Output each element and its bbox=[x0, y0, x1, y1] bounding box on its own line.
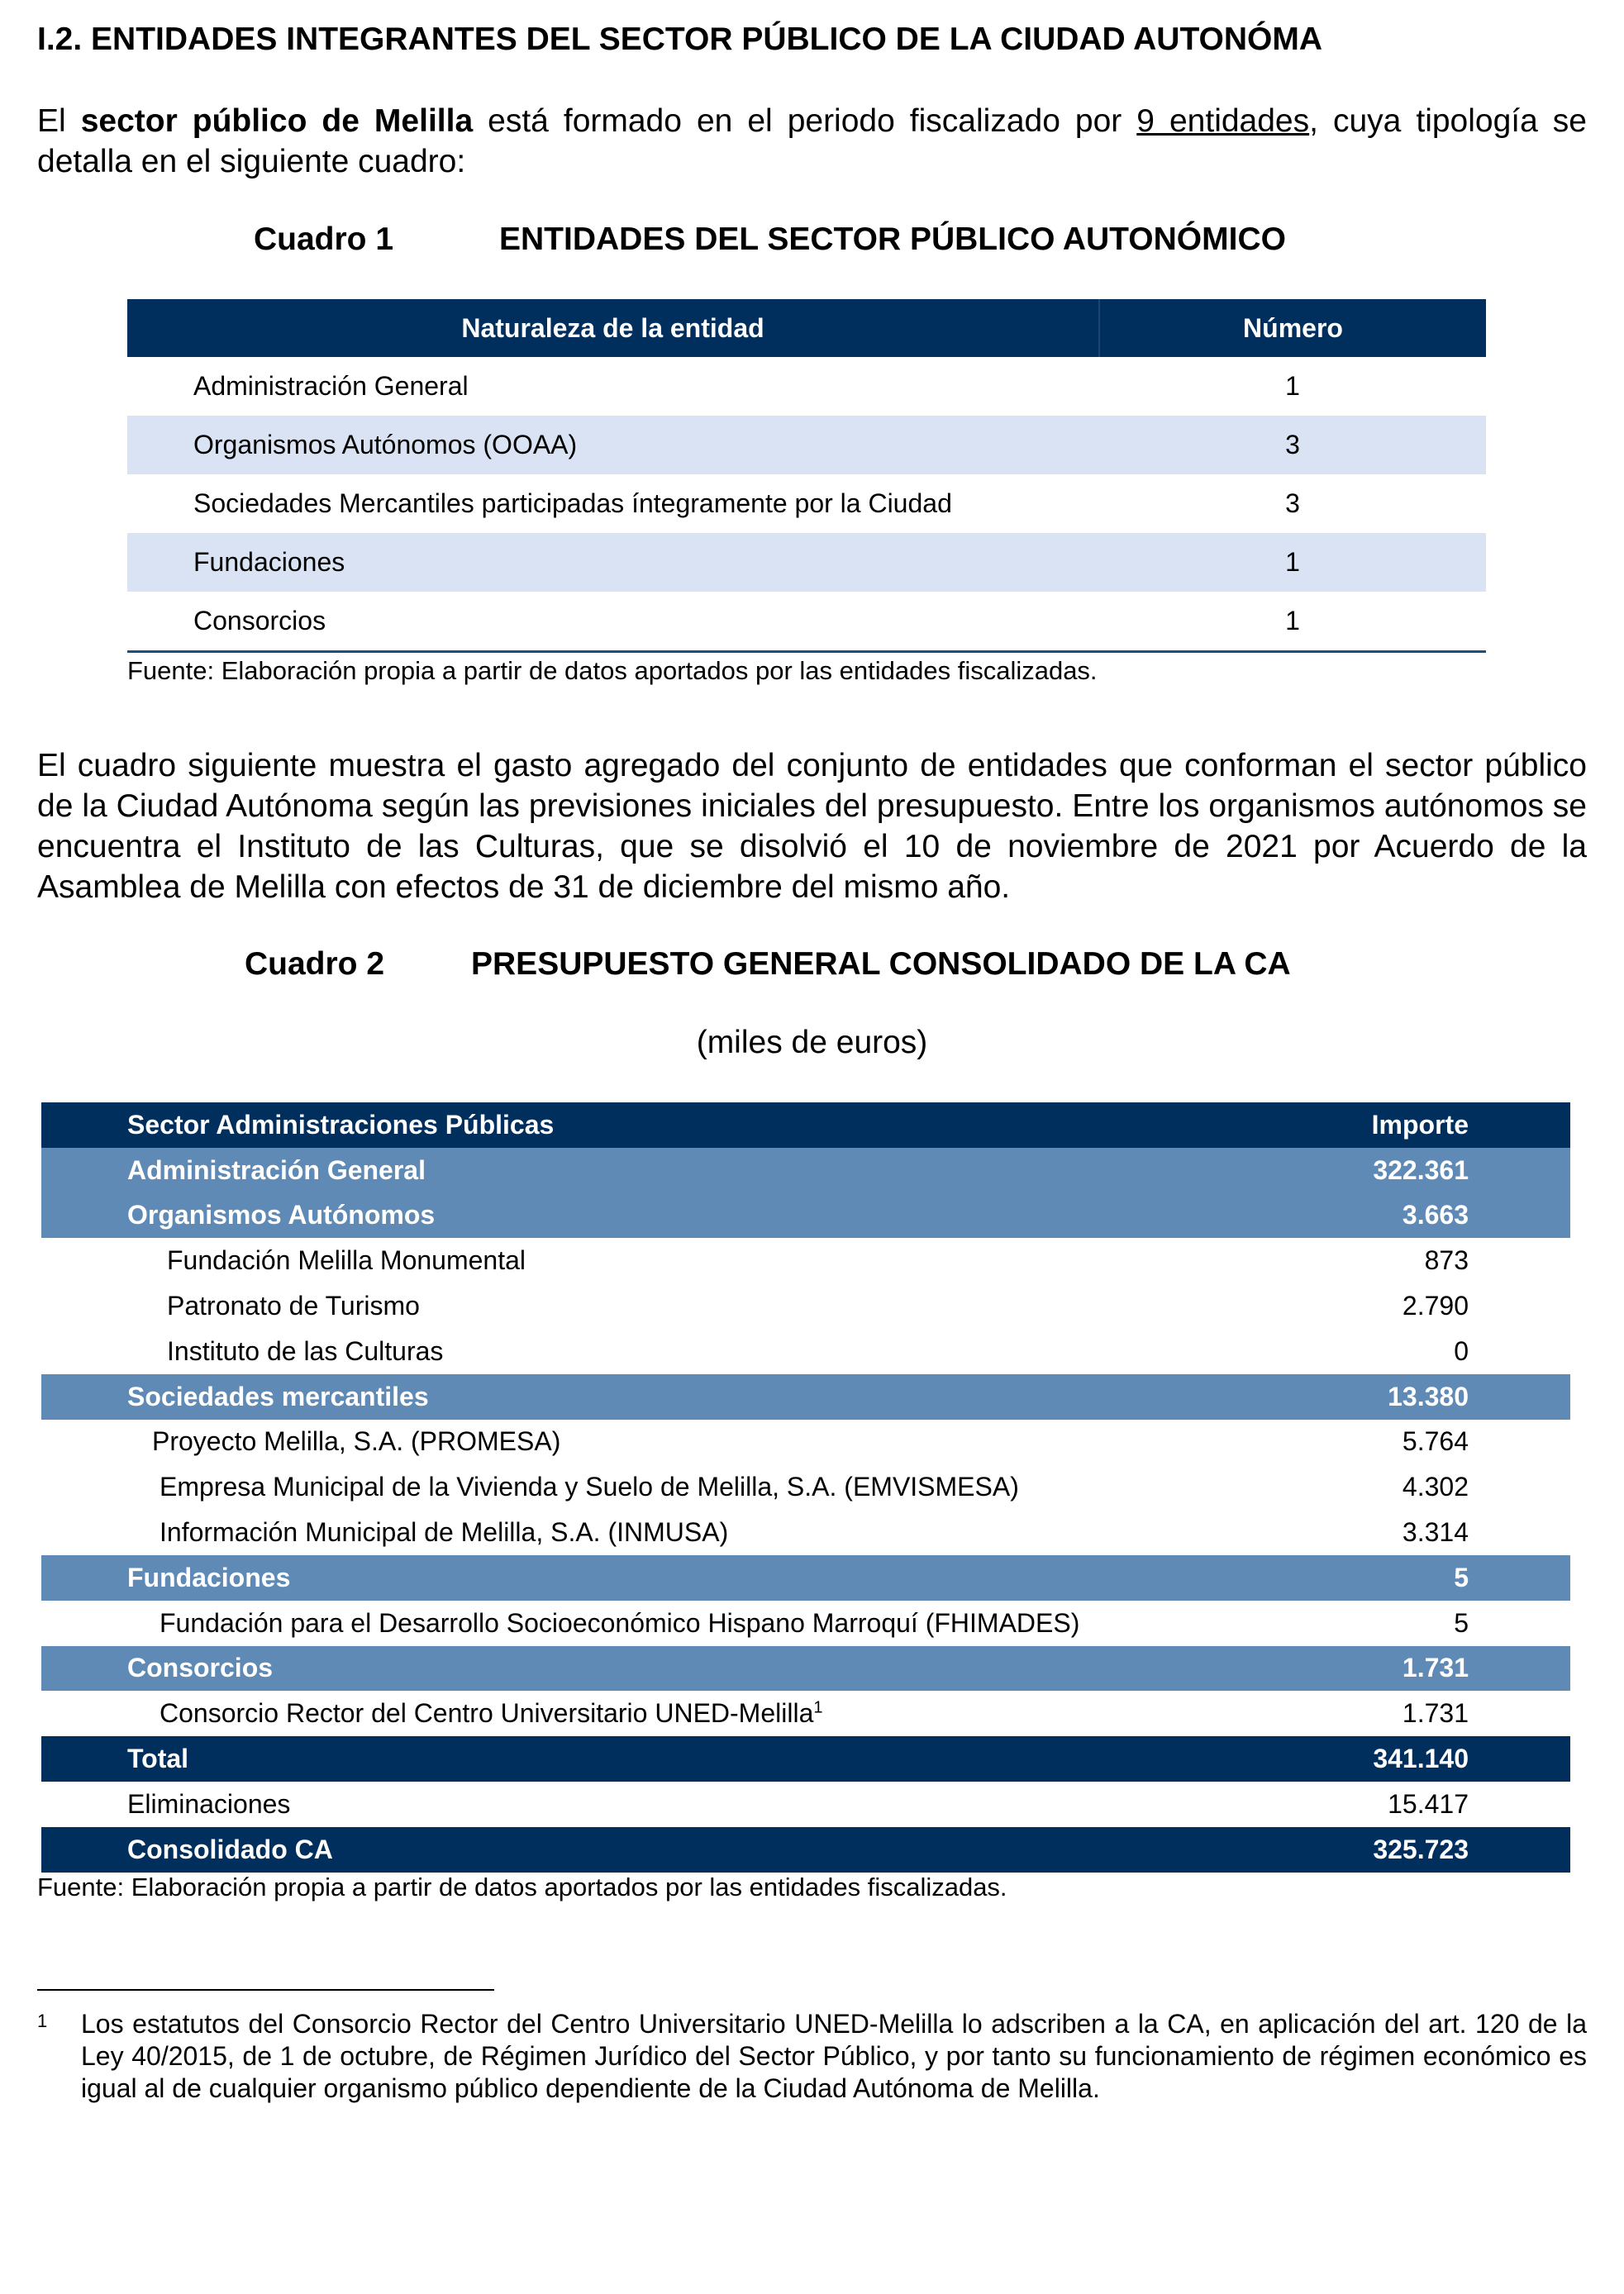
entities-table bbox=[127, 299, 1486, 653]
row-label bbox=[41, 1555, 1325, 1601]
table-row bbox=[41, 1193, 1570, 1239]
table-row bbox=[41, 1420, 1570, 1465]
cuadro2-units: (miles de euros) bbox=[696, 1025, 928, 1060]
row-label bbox=[41, 1827, 1325, 1873]
table-row bbox=[41, 1374, 1570, 1420]
row-amount: 3.663 bbox=[1325, 1193, 1570, 1239]
row-label-text: Fundación para el Desarrollo Socioeconómico Hispano Marroquí (FHIMADES) bbox=[160, 1607, 1080, 1638]
row-label bbox=[41, 1601, 1325, 1646]
table-row bbox=[41, 1283, 1570, 1329]
footnote bbox=[37, 2008, 1587, 2105]
row-amount: 1.731 bbox=[1325, 1646, 1570, 1692]
row-label-text: Total bbox=[127, 1744, 189, 1774]
table-row bbox=[127, 533, 1486, 592]
row-amount: 5 bbox=[1325, 1555, 1570, 1601]
row-label-text: Información Municipal de Melilla, S.A. (INMUSA) bbox=[160, 1517, 729, 1548]
footnote-number: 1 bbox=[37, 2011, 48, 2031]
row-amount: 1.731 bbox=[1402, 1698, 1469, 1729]
table-row bbox=[127, 357, 1486, 416]
table-row bbox=[41, 1238, 1570, 1283]
row-label bbox=[41, 1420, 1325, 1465]
paragraph-2: El cuadro siguiente muestra el gasto agregado del conjunto de entidades que conforman el sector público de la Ciudad Autónoma según las previsiones iniciales del presupuesto. Entre los organismos autónomos se encuentra el Instituto de las Culturas, que se disolvió el 10 de noviembre de 2021 por Acuerdo de la Asamblea de Melilla con efectos de 31 de diciembre del mismo año. bbox=[37, 748, 1587, 905]
row-label bbox=[41, 1148, 1325, 1193]
column-header: Importe bbox=[1325, 1102, 1570, 1148]
row-amount: 15.417 bbox=[1388, 1788, 1469, 1819]
row-label-text: Patronato de Turismo bbox=[167, 1291, 420, 1321]
entity-type: Consorcios bbox=[127, 592, 1099, 652]
entity-count: 3 bbox=[1099, 416, 1486, 474]
table-row bbox=[41, 1510, 1570, 1555]
table-row bbox=[41, 1555, 1570, 1601]
intro-text: , cuya tipología se detalla en el siguiente cuadro: bbox=[37, 103, 1587, 179]
row-label bbox=[41, 1329, 1325, 1374]
row-label bbox=[41, 1374, 1325, 1420]
entity-count: 3 bbox=[1285, 488, 1300, 518]
row-label-text: Sociedades mercantiles bbox=[127, 1381, 429, 1411]
table-row bbox=[127, 592, 1486, 652]
row-label bbox=[41, 1782, 1325, 1827]
row-label-text: Administración General bbox=[127, 1154, 426, 1185]
row-label bbox=[41, 1283, 1325, 1329]
row-label-text: Empresa Municipal de la Vivienda y Suelo de Melilla, S.A. (EMVISMESA) bbox=[160, 1472, 1019, 1502]
table-row bbox=[127, 416, 1486, 474]
row-label bbox=[41, 1193, 1325, 1239]
table-row bbox=[41, 1691, 1570, 1736]
intro-underline: 9 entidades bbox=[1136, 103, 1310, 139]
row-label bbox=[41, 1646, 1325, 1692]
cuadro2-label: Cuadro 2 bbox=[245, 946, 385, 982]
row-label bbox=[41, 1510, 1325, 1555]
row-amount: 4.302 bbox=[1402, 1472, 1469, 1502]
footnote-ref[interactable]: 1 bbox=[813, 1698, 823, 1717]
budget-table bbox=[41, 1102, 1570, 1873]
row-label bbox=[41, 1238, 1325, 1283]
entity-count: 1 bbox=[1099, 592, 1486, 652]
row-label-text: Fundaciones bbox=[127, 1562, 291, 1592]
cuadro1-title: ENTIDADES DEL SECTOR PÚBLICO AUTONÓMICO bbox=[499, 221, 1286, 257]
entity-type: Fundaciones bbox=[127, 533, 1099, 592]
entity-type: Administración General bbox=[193, 371, 469, 401]
cuadro1-label: Cuadro 1 bbox=[254, 221, 394, 257]
table1-source: Fuente: Elaboración propia a partir de datos aportados por las entidades fiscalizadas. bbox=[127, 656, 1098, 685]
column-header: Sector Administraciones Públicas bbox=[41, 1102, 1325, 1148]
table-row bbox=[41, 1827, 1570, 1873]
row-label-text: Instituto de las Culturas bbox=[167, 1335, 444, 1366]
row-amount: 3.314 bbox=[1402, 1517, 1469, 1548]
entity-count: 1 bbox=[1099, 533, 1486, 592]
row-label bbox=[41, 1691, 1325, 1736]
intro-text: está formado en el periodo fiscalizado por bbox=[473, 103, 1137, 139]
intro-bold: sector público de Melilla bbox=[80, 103, 474, 139]
row-label bbox=[41, 1736, 1325, 1782]
row-amount: 322.361 bbox=[1325, 1148, 1570, 1193]
table-header-row bbox=[41, 1102, 1570, 1148]
intro-paragraph bbox=[37, 101, 1587, 182]
entity-type: Sociedades Mercantiles participadas íntegramente por la Ciudad bbox=[193, 488, 952, 518]
table-row bbox=[41, 1646, 1570, 1692]
cuadro2-title: PRESUPUESTO GENERAL CONSOLIDADO DE LA CA bbox=[471, 946, 1291, 982]
intro-text: El bbox=[37, 103, 81, 139]
column-header: Número bbox=[1099, 299, 1486, 357]
table-row bbox=[41, 1782, 1570, 1827]
row-amount: 325.723 bbox=[1325, 1827, 1570, 1873]
row-label-text: Fundación Melilla Monumental bbox=[167, 1245, 526, 1276]
table-row bbox=[41, 1601, 1570, 1646]
column-header: Naturaleza de la entidad bbox=[127, 299, 1099, 357]
table-row bbox=[41, 1148, 1570, 1193]
footnote-divider bbox=[37, 1989, 494, 1991]
row-amount: 2.790 bbox=[1402, 1291, 1469, 1321]
row-amount: 873 bbox=[1424, 1245, 1469, 1276]
table-row bbox=[41, 1736, 1570, 1782]
row-amount: 13.380 bbox=[1325, 1374, 1570, 1420]
row-label-text: Eliminaciones bbox=[127, 1788, 291, 1819]
row-amount: 5 bbox=[1454, 1607, 1469, 1638]
footnote-text: Los estatutos del Consorcio Rector del Centro Universitario UNED-Melilla lo adscriben a la CA, en aplicación del art. 120 de la Ley 40/2015, de 1 de octubre, de Régimen Jurídico del Sector Público, y por tanto su funcionamiento de régimen económico es igual al de cualquier organismo público dependiente de la Ciudad Autónoma de Melilla. bbox=[81, 2009, 1587, 2103]
row-label-text: Consorcio Rector del Centro Universitario UNED-Melilla bbox=[160, 1698, 814, 1729]
row-label bbox=[41, 1464, 1325, 1510]
entity-type: Organismos Autónomos (OOAA) bbox=[127, 416, 1099, 474]
entity-count: 1 bbox=[1285, 371, 1300, 401]
row-amount: 341.140 bbox=[1325, 1736, 1570, 1782]
row-label-text: Consorcios bbox=[127, 1653, 274, 1683]
row-amount: 0 bbox=[1454, 1335, 1469, 1366]
table2-source: Fuente: Elaboración propia a partir de datos aportados por las entidades fiscalizadas. bbox=[37, 1873, 1007, 1901]
table-row bbox=[127, 474, 1486, 533]
row-label-text: Proyecto Melilla, S.A. (PROMESA) bbox=[152, 1426, 561, 1457]
table-row bbox=[41, 1329, 1570, 1374]
row-label-text: Organismos Autónomos bbox=[127, 1200, 436, 1230]
row-label-text: Consolidado CA bbox=[127, 1834, 333, 1864]
section-heading: I.2. ENTIDADES INTEGRANTES DEL SECTOR PÚBLICO DE LA CIUDAD AUTONÓMA bbox=[37, 21, 1323, 57]
table-row bbox=[41, 1464, 1570, 1510]
row-amount: 5.764 bbox=[1402, 1426, 1469, 1457]
